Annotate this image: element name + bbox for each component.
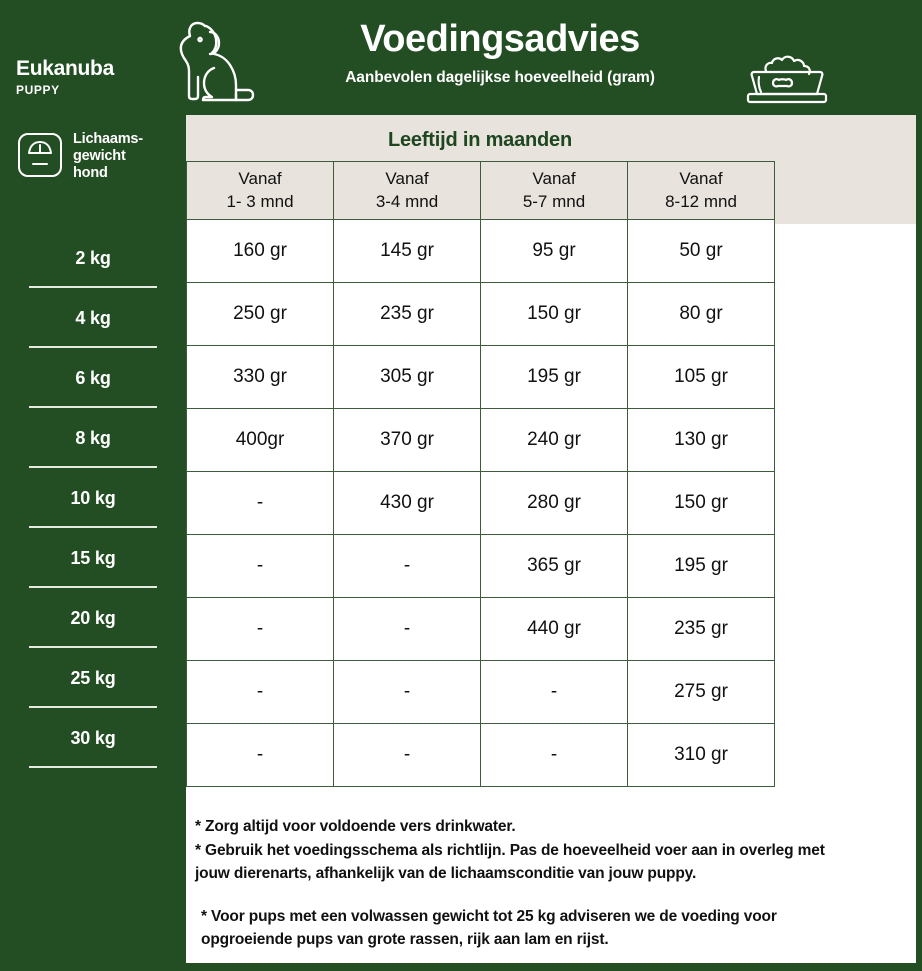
weight-list: [0, 228, 186, 768]
weight-list-item: [0, 708, 186, 768]
footnote-spacer: [195, 886, 907, 905]
title-block: [300, 20, 700, 87]
weight-value: 10 kg: [70, 487, 116, 508]
weight-list-item: [0, 528, 186, 588]
table-cell: 160 gr: [187, 220, 334, 283]
weight-list-item: [0, 228, 186, 288]
body-weight-label-line2: gewicht: [73, 148, 126, 165]
table-header-row: [187, 162, 775, 220]
table-cell: 430 gr: [334, 472, 481, 535]
table-row: [187, 220, 775, 283]
table-cell: 250 gr: [187, 283, 334, 346]
column-header-range: 5-7 mnd: [522, 191, 586, 211]
brand-lockup: [16, 58, 114, 96]
feeding-table: [186, 161, 775, 787]
table-cell: -: [187, 535, 334, 598]
weight-value: 4 kg: [75, 307, 111, 328]
dog-sitting-icon: [165, 8, 265, 108]
table-cell: 305 gr: [334, 346, 481, 409]
brand-name: Eukanuba: [16, 57, 114, 80]
table-cell: 95 gr: [481, 220, 628, 283]
column-header-1-3-mnd: [187, 162, 334, 220]
table-cell: -: [481, 661, 628, 724]
table-cell: -: [334, 598, 481, 661]
page-subtitle: Aanbevolen dagelijkse hoeveelheid (gram): [345, 68, 655, 86]
weight-list-item: [0, 588, 186, 648]
table-cell: -: [187, 661, 334, 724]
column-header-top: Vanaf: [238, 168, 282, 188]
body-weight-label-line1: Lichaams-: [73, 131, 143, 147]
dog-food-bowl-icon: [738, 48, 836, 108]
footnote-largebreed-line2: opgroeiende pups van grote rassen, rijk aan lam en rijst.: [201, 931, 609, 949]
table-row: [187, 472, 775, 535]
table-cell: -: [334, 535, 481, 598]
table-cell: 130 gr: [628, 409, 775, 472]
weight-list-item: [0, 288, 186, 348]
table-cell: 310 gr: [628, 724, 775, 787]
table-row: [187, 283, 775, 346]
weight-list-item: [0, 648, 186, 708]
header: [0, 0, 922, 115]
table-row: [187, 535, 775, 598]
weight-value: 30 kg: [70, 727, 116, 748]
weight-list-item: [0, 348, 186, 408]
table-cell: 195 gr: [481, 346, 628, 409]
table-cell: 105 gr: [628, 346, 775, 409]
column-header-range: 8-12 mnd: [665, 191, 737, 211]
table-cell: 80 gr: [628, 283, 775, 346]
footnotes: [195, 815, 907, 952]
table-cell: 50 gr: [628, 220, 775, 283]
weight-divider: [29, 766, 157, 768]
column-header-range: 1- 3 mnd: [226, 191, 294, 211]
table-cell: -: [187, 598, 334, 661]
table-cell: 275 gr: [628, 661, 775, 724]
weight-value: 6 kg: [75, 367, 111, 388]
table-cell: -: [187, 724, 334, 787]
column-header-range: 3-4 mnd: [375, 191, 439, 211]
table-cell: -: [334, 661, 481, 724]
body-weight-header: [16, 131, 176, 182]
body-weight-label-line3: hond: [73, 165, 108, 182]
table-cell: 280 gr: [481, 472, 628, 535]
column-header-top: Vanaf: [679, 168, 723, 188]
table-cell: -: [334, 724, 481, 787]
column-header-8-12-mnd: [628, 162, 775, 220]
brand-lifestage: PUPPY: [16, 83, 60, 97]
weight-list-item: [0, 468, 186, 528]
weight-value: 20 kg: [70, 607, 116, 628]
age-band-title: Leeftijd in maanden: [387, 129, 572, 151]
table-cell: 370 gr: [334, 409, 481, 472]
table-row: [187, 724, 775, 787]
page-title: Voedingsadvies: [360, 18, 640, 60]
weight-value: 8 kg: [75, 427, 111, 448]
table-row: [187, 661, 775, 724]
table-cell: -: [481, 724, 628, 787]
table-cell: 145 gr: [334, 220, 481, 283]
body-weight-label: [73, 131, 143, 182]
column-header-3-4-mnd: [334, 162, 481, 220]
table-row: [187, 598, 775, 661]
footnote-largebreed-line1: * Voor pups met een volwassen gewicht tot 25 kg adviseren we de voeding voor: [201, 907, 777, 925]
footnote-guideline-line2: jouw dierenarts, afhankelijk van de lichaamsconditie van jouw puppy.: [195, 865, 697, 883]
footnote-guideline-line1: * Gebruik het voedingsschema als richtlijn. Pas de hoeveelheid voer aan in overleg met: [195, 841, 825, 859]
column-header-top: Vanaf: [532, 168, 576, 188]
table-cell: 400gr: [187, 409, 334, 472]
table-cell: 235 gr: [334, 283, 481, 346]
column-header-5-7-mnd: [481, 162, 628, 220]
feeding-table-panel: [186, 115, 916, 963]
weight-value: 2 kg: [75, 247, 111, 268]
table-row: [187, 346, 775, 409]
weight-sidebar: [0, 115, 186, 971]
weight-list-item: [0, 408, 186, 468]
table-cell: 235 gr: [628, 598, 775, 661]
table-cell: 150 gr: [481, 283, 628, 346]
weighing-scale-icon: [16, 131, 64, 179]
table-cell: 195 gr: [628, 535, 775, 598]
table-cell: 365 gr: [481, 535, 628, 598]
weight-value: 25 kg: [70, 667, 116, 688]
table-cell: 440 gr: [481, 598, 628, 661]
table-cell: -: [187, 472, 334, 535]
table-cell: 150 gr: [628, 472, 775, 535]
table-cell: 330 gr: [187, 346, 334, 409]
column-header-top: Vanaf: [385, 168, 429, 188]
table-row: [187, 409, 775, 472]
weight-value: 15 kg: [70, 547, 116, 568]
footnote-water: * Zorg altijd voor voldoende vers drinkwater.: [195, 818, 516, 835]
table-cell: 240 gr: [481, 409, 628, 472]
